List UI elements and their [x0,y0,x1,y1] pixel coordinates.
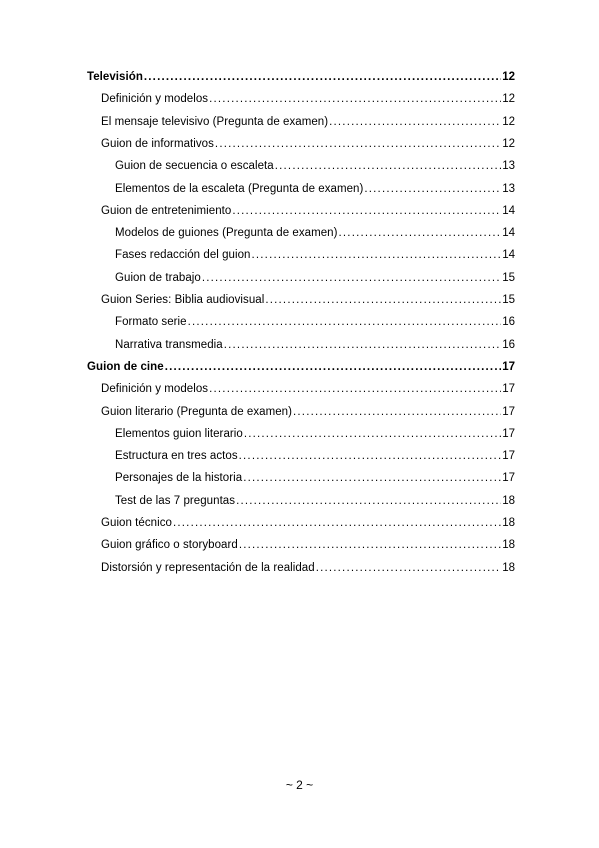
toc-entry-label: Guion de secuencia o escaleta [115,160,274,173]
toc-entry[interactable] [101,515,515,531]
toc-dot-leader [252,247,502,263]
toc-dot-leader [329,114,501,130]
toc-entry-page: 18 [502,494,515,507]
toc-entry[interactable] [101,136,515,152]
toc-dot-leader [339,225,501,241]
toc-entry-page: 18 [502,539,515,552]
toc-entry[interactable] [115,225,515,241]
toc-entry[interactable] [115,181,515,197]
toc-entry[interactable] [101,114,515,130]
toc-entry-page: 12 [502,137,515,150]
toc-dot-leader [202,270,501,286]
toc-dot-leader [144,69,501,85]
toc-dot-leader [275,158,501,174]
toc-entry-label: Guion de trabajo [115,271,201,284]
toc-entry-label: Definición y modelos [101,93,209,106]
toc-entry-page: 18 [502,561,515,574]
toc-entry-page: 13 [502,182,515,195]
toc-entry-page: 12 [502,93,515,106]
toc-dot-leader [293,404,501,420]
toc-entry[interactable] [115,493,515,509]
toc-entry-label: Guion Series: Biblia audiovisual [101,294,265,306]
toc-dot-leader [188,314,501,330]
toc-entry[interactable] [115,448,515,464]
toc-entry-label: El mensaje televisivo (Pregunta de examen) [101,115,329,128]
toc-entry-page: 14 [502,227,515,240]
toc-entry[interactable] [101,203,515,219]
toc-entry[interactable] [115,158,515,174]
toc-entry-page: 17 [502,360,515,373]
toc-entry[interactable] [101,404,515,420]
toc-entry-label: Personajes de la historia [115,472,243,485]
toc-entry-page: 17 [502,450,515,463]
toc-dot-leader [224,337,501,353]
toc-dot-leader [265,292,501,308]
toc-entry-page: 16 [502,338,515,351]
toc-entry-page: 12 [502,115,515,128]
toc-entry-page: 14 [502,204,515,217]
toc-entry-label: Distorsión y representación de la realidad [101,561,315,574]
toc-entry[interactable] [101,381,515,397]
toc-dot-leader [209,381,501,397]
toc-entry[interactable] [87,359,515,375]
toc-dot-leader [239,537,501,553]
toc-entry[interactable] [101,91,515,107]
toc-dot-leader [364,181,501,197]
toc-entry-label: Test de las 7 preguntas [115,494,236,507]
toc-entry-label: Elementos guion literario [115,427,243,440]
toc-dot-leader [232,203,501,219]
toc-entry-page: 18 [502,517,515,529]
toc-dot-leader [243,470,501,486]
toc-entry-label: Guion de cine [87,360,164,373]
toc-entry-label: Definición y modelos [101,383,209,396]
toc-dot-leader [239,448,501,464]
toc-entry[interactable] [115,470,515,486]
toc-entry-label: Guion literario (Pregunta de examen) [101,405,293,418]
toc-entry-page: 13 [502,160,515,173]
toc-entry[interactable] [101,537,515,553]
toc-dot-leader [173,515,501,531]
toc-entry-page: 17 [502,472,515,485]
toc-entry-page: 14 [502,249,515,262]
toc-entry-page: 17 [502,427,515,440]
toc-entry-label: Guion de entretenimiento [101,204,232,217]
toc-entry-page: 15 [502,294,515,306]
toc-entry-label: Guion de informativos [101,137,214,150]
toc-entry-label: Formato serie [115,316,187,329]
toc-entry-label: Elementos de la escaleta (Pregunta de examen) [115,182,364,195]
page-number: ~ 2 ~ [285,778,314,792]
toc-dot-leader [209,91,501,107]
toc-entry-label: Guion gráfico o storyboard [101,539,238,552]
toc-entry-label: Estructura en tres actos [115,450,238,463]
toc-entry-page: 17 [502,405,515,418]
toc-dot-leader [244,426,501,442]
toc-entry-label: Guion técnico [101,517,172,529]
toc-entry-page: 16 [502,316,515,329]
toc-entry-page: 15 [502,271,515,284]
toc-entry[interactable] [87,69,515,85]
toc-entry-label: Televisión [87,71,143,83]
toc-entry[interactable] [115,426,515,442]
toc-entry-label: Fases redacción del guion [115,249,251,262]
toc-dot-leader [215,136,501,152]
toc-entry[interactable] [115,247,515,263]
toc-entry[interactable] [115,270,515,286]
toc-dot-leader [165,359,501,375]
toc-entry-label: Modelos de guiones (Pregunta de examen) [115,227,338,240]
toc-entry-page: 12 [502,71,515,83]
toc-entry[interactable] [115,314,515,330]
toc-entry[interactable] [101,560,515,576]
toc-entry[interactable] [115,337,515,353]
toc-dot-leader [236,493,501,509]
toc-entry-label: Narrativa transmedia [115,338,223,351]
toc-dot-leader [316,560,501,576]
toc-entry-page: 17 [502,383,515,396]
toc-entry[interactable] [101,292,515,308]
